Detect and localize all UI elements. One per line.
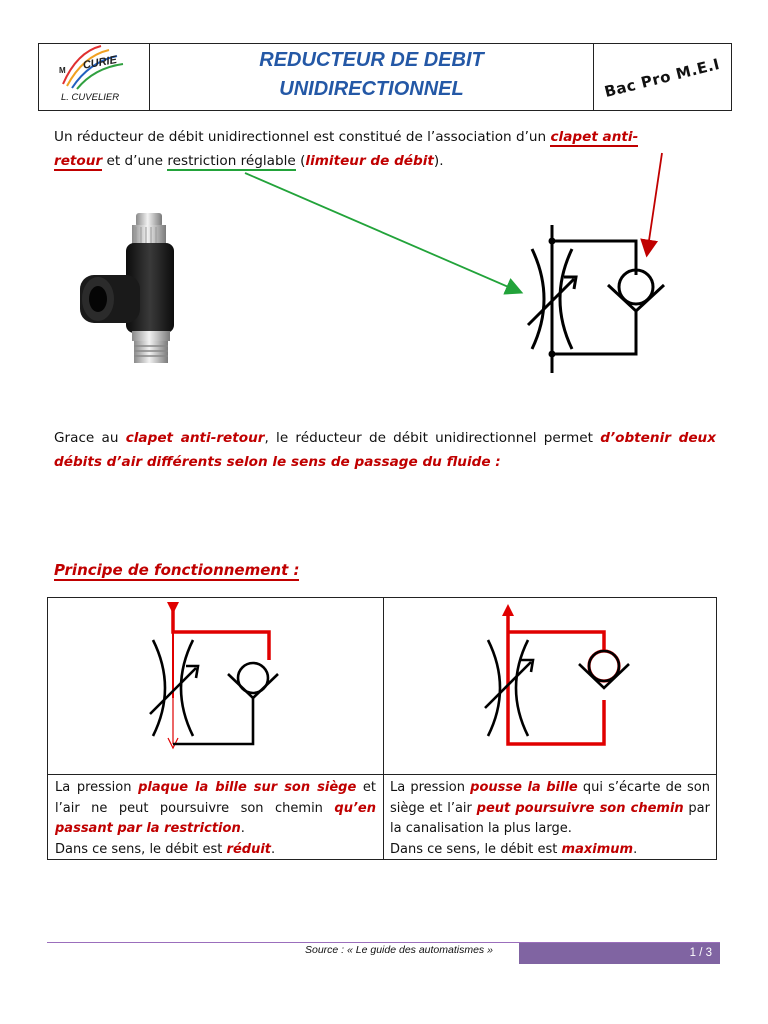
footer-source: Source : « Le guide des automatismes »	[305, 944, 493, 956]
operation-table	[47, 597, 717, 860]
restriction-term: restriction réglable	[167, 153, 296, 169]
page-number: 1 / 3	[519, 943, 720, 964]
right-cell-text: La pression pousse la bille qui s’écarte de son siège et l’air peut poursuivre son chemin par la canalisation la plus large. Dans ce sens, le débit est maximum.	[390, 780, 711, 857]
reduced-flow-diagram	[48, 598, 383, 774]
paragraph-two: Grace au clapet anti-retour, le réducteur de débit unidirectionnel permet d’obtenir deux débits d’air différents selon le sens de passage du fluide :	[54, 430, 716, 470]
bac-pro-badge: Bac Pro M.E.I	[602, 54, 723, 102]
maximum-flow-diagram	[384, 598, 718, 774]
clapet-anti-retour-term: clapet anti-	[550, 129, 639, 145]
section-title-wrap	[54, 560, 299, 579]
svg-text:CURIE: CURIE	[82, 53, 118, 72]
intro-paragraph: Un réducteur de débit unidirectionnel est constitué de l’association d’un clapet anti- retour et d’une restriction réglable (limiteur de débit).	[54, 129, 639, 169]
title-line-1: REDUCTEUR DE DEBIT	[259, 49, 484, 71]
flow-regulator-symbol	[510, 225, 670, 375]
svg-text:M: M	[59, 66, 66, 75]
section-title: Principe de fonctionnement :	[54, 561, 300, 579]
title-line-2: UNIDIRECTIONNEL	[279, 78, 464, 100]
left-cell-text: La pression plaque la bille sur son siège et l’air ne peut poursuivre son chemin qu’en passant par la restriction. Dans ce sens, le débit est réduit.	[55, 780, 376, 857]
author-name: L. CUVELIER	[61, 92, 120, 103]
